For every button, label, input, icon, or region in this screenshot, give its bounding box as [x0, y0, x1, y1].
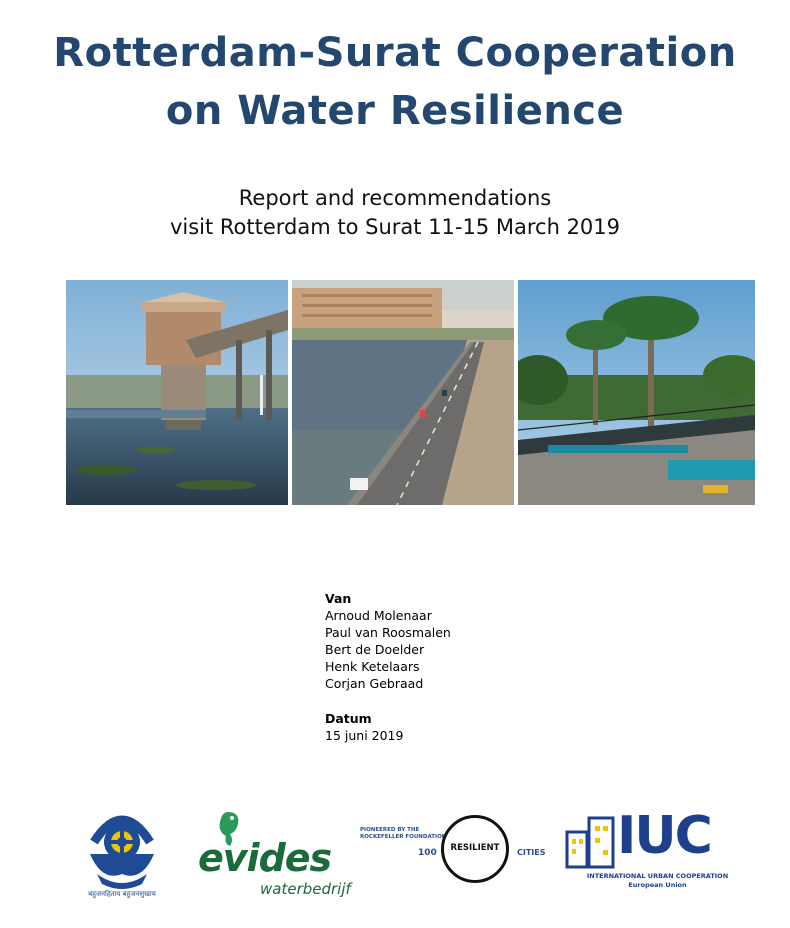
author-name: Bert de Doelder — [325, 642, 425, 657]
report-title-line-2: on Water Resilience — [165, 88, 625, 134]
pioneered-by-text — [360, 827, 446, 841]
iuc-letters: IUC — [617, 806, 711, 866]
cities-word: CITIES — [517, 848, 546, 857]
report-subtitle-line-2: visit Rotterdam to Surat 11-15 March 2019 — [169, 215, 621, 239]
author-name: Henk Ketelaars — [325, 659, 420, 674]
author-name: Arnoud Molenaar — [325, 608, 432, 623]
emblem-motto: बहुजनहिताय बहुजनसुखाय — [88, 890, 156, 898]
pioneered-line: PIONEERED BY THE — [360, 827, 420, 833]
authors-heading: Van — [325, 591, 352, 606]
date-heading: Datum — [325, 711, 372, 726]
evides-wordmark: evides — [198, 836, 332, 880]
iuc-line-1: INTERNATIONAL URBAN COOPERATION — [586, 872, 729, 880]
100-resilient-cities-logo — [360, 815, 555, 890]
palm-trees-water-plant-photo — [518, 280, 755, 505]
city-buildings-icon — [565, 814, 617, 869]
report-subtitle-line-1: Report and recommendations — [238, 186, 552, 210]
author-name: Paul van Roosmalen — [325, 625, 451, 640]
iuc-line-2: European Union — [628, 881, 687, 889]
surat-municipal-emblem-icon — [82, 802, 162, 902]
date-section — [325, 710, 403, 744]
resilient-word: RESILIENT — [450, 843, 500, 853]
report-title-line-1: Rotterdam-Surat Cooperation — [53, 30, 737, 76]
evides-logo — [198, 808, 351, 900]
evides-tagline: waterbedrijf — [260, 880, 351, 898]
authors-section — [325, 590, 451, 692]
author-name: Corjan Gebraad — [325, 676, 424, 691]
foundation-line: ROCKEFELLER FOUNDATION — [360, 834, 447, 840]
surat-municipal-emblem-logo — [82, 802, 162, 902]
bridge-road-photo — [292, 280, 514, 505]
iuc-logo — [565, 806, 750, 894]
date-value: 15 juni 2019 — [325, 728, 404, 743]
water-tower-photo — [66, 280, 288, 505]
resilient-number: 100 — [418, 848, 437, 858]
